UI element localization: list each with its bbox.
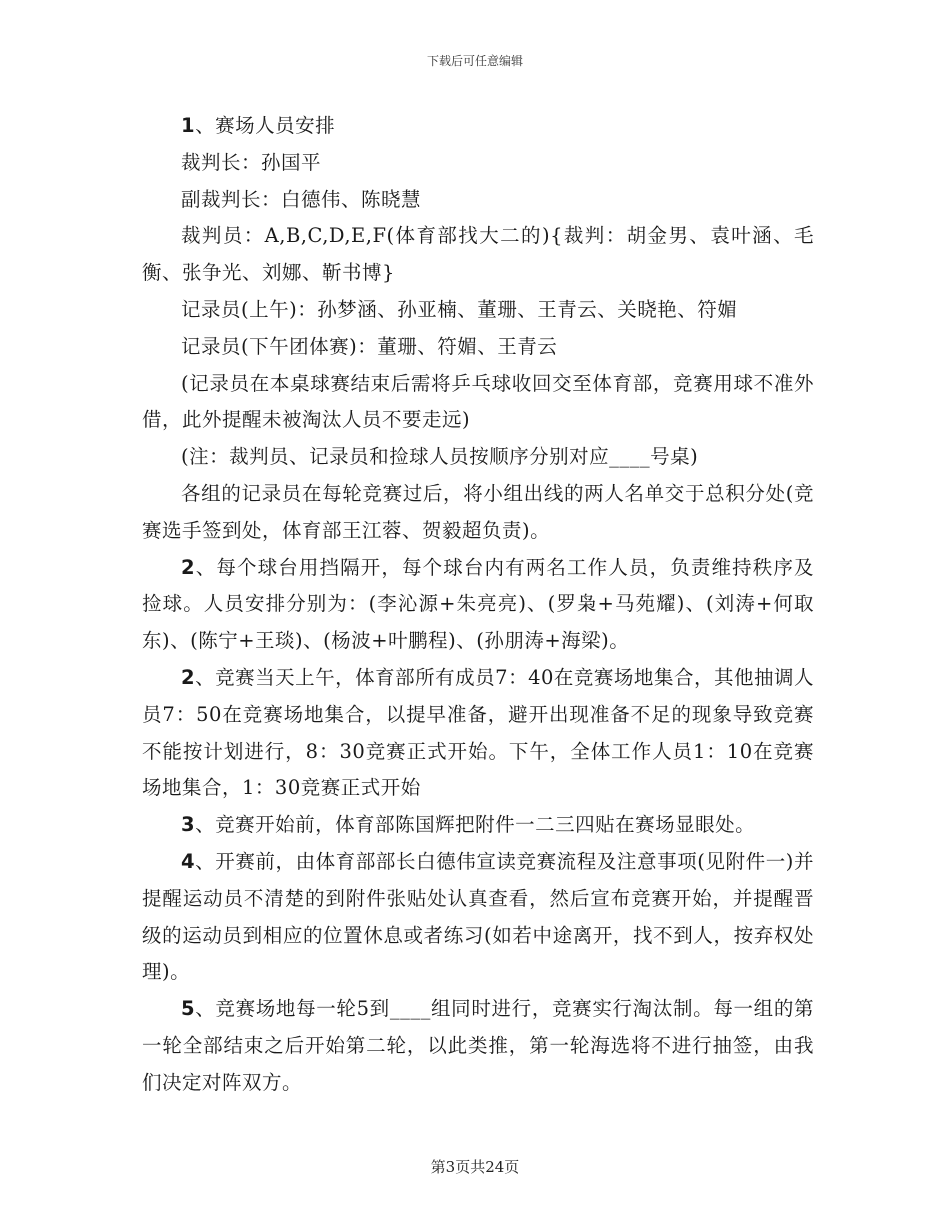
paragraph-text: 、竞赛场地每一轮5到____组同时进行，竞赛实行淘汰制。每一组的第一轮全部结束之后开始第二轮，以此类推，第一轮海选将不进行抽签，由我们决定对阵双方。 xyxy=(142,997,814,1094)
paragraph-text: 裁判员：A,B,C,D,E,F(体育部找大二的){裁判：胡金男、袁叶涵、毛衡、张争光、刘娜、靳书博} xyxy=(142,224,814,285)
paragraph-6 xyxy=(142,329,814,366)
paragraph-text: 、开赛前，由体育部部长白德伟宣读竞赛流程及注意事项(见附件一)并提醒运动员不清楚的到附件张贴处认真查看，然后宣布竞赛开始，并提醒晋级的运动员到相应的位置休息或者练习(如若中途离开，找不到人，按弃权处理)。 xyxy=(142,849,814,984)
item-number: 2 xyxy=(181,555,196,579)
item-number: 5 xyxy=(181,997,196,1021)
paragraph-13 xyxy=(142,844,814,991)
paragraph-8 xyxy=(142,439,814,476)
page-header: 下载后可任意编辑 xyxy=(426,54,523,68)
paragraph-7 xyxy=(142,366,814,440)
item-number: 3 xyxy=(181,813,196,837)
paragraph-4 xyxy=(142,218,814,292)
paragraph-3 xyxy=(142,182,814,219)
page-footer: 第3页共24页 xyxy=(430,1158,520,1176)
paragraph-14 xyxy=(142,991,814,1101)
paragraph-2 xyxy=(142,145,814,182)
paragraph-text: 、每个球台用挡隔开，每个球台内有两名工作人员，负责维持秩序及捡球。人员安排分别为：(李沁源+朱亮亮)、(罗枭+马苑耀)、(刘涛+何取东)、(陈宁+王琰)、(杨波+叶鹏程)、(孙朋涛+海梁)。 xyxy=(142,555,814,653)
paragraph-12 xyxy=(142,807,814,844)
document-body xyxy=(142,108,814,1102)
item-number: 4 xyxy=(181,849,196,873)
paragraph-text: (注：裁判员、记录员和捡球人员按顺序分别对应____号桌) xyxy=(181,445,699,469)
paragraph-text: 记录员(上午)：孙梦涵、孙亚楠、董珊、王青云、关晓艳、符媚 xyxy=(181,297,738,321)
paragraph-text: (记录员在本桌球赛结束后需将乒乓球收回交至体育部，竞赛用球不准外借，此外提醒未被淘汰人员不要走远) xyxy=(142,371,814,432)
paragraph-1 xyxy=(142,108,814,145)
paragraph-10 xyxy=(142,550,814,660)
paragraph-11 xyxy=(142,660,814,807)
item-number: 1 xyxy=(181,114,196,137)
paragraph-text: 裁判长：孙国平 xyxy=(181,150,322,174)
paragraph-text: 各组的记录员在每轮竞赛过后，将小组出线的两人名单交于总积分处(竞赛选手签到处，体育部王江蓉、贺毅超负责)。 xyxy=(142,481,814,542)
paragraph-text: 、竞赛当天上午，体育部所有成员7：40在竞赛场地集合，其他抽调人员7：50在竞赛场地集合，以提早准备，避开出现准备不足的现象导致竞赛不能按计划进行，8：30竞赛正式开始。下午，全体工作人员1：10在竞赛场地集合，1：30竞赛正式开始 xyxy=(142,665,814,800)
paragraph-text: 记录员(下午团体赛)：董珊、符媚、王青云 xyxy=(181,334,558,358)
paragraph-text: 副裁判长：白德伟、陈晓慧 xyxy=(181,187,422,211)
paragraph-text: 、竞赛开始前，体育部陈国辉把附件一二三四贴在赛场显眼处。 xyxy=(195,813,756,837)
paragraph-9 xyxy=(142,476,814,550)
item-number: 2 xyxy=(181,665,196,689)
paragraph-5 xyxy=(142,292,814,329)
paragraph-text: 、赛场人员安排 xyxy=(195,114,336,137)
